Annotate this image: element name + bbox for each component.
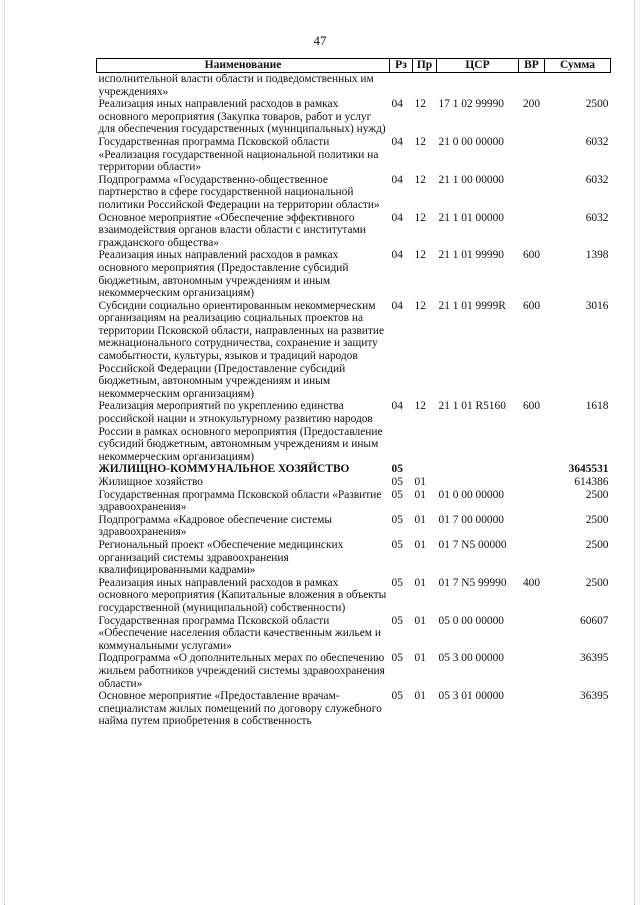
cell-sum: 2500 [585,98,609,111]
cell-vr [519,136,545,174]
cell-rz: 05 [391,652,403,665]
cell-pr: 12 [414,299,426,312]
cell-vr [519,73,545,99]
table-body [97,73,611,728]
cell-rz: 05 [391,476,403,488]
cell-vr [519,652,545,690]
cell-pr: 01 [414,488,426,501]
cell-name: Государственная программа Псковской области «Реализация государственной национальной политики на территории области» [98,135,379,174]
cell-sum: 6032 [585,211,609,224]
cell-name: исполнительной власти области и подведомственных им учреждениях» [98,73,374,98]
scan-edge-right [634,0,636,905]
cell-name: Жилищное хозяйство [98,476,204,488]
cell-vr [519,463,545,476]
cell-sum: 2500 [585,538,609,551]
cell-csr: 01 7 N5 99990 [438,576,507,589]
table-row [97,577,611,615]
cell-vr: 600 [522,299,541,312]
cell-pr: 01 [414,538,426,551]
cell-sum: 2500 [585,488,609,501]
cell-rz: 04 [391,98,403,111]
cell-sum: 36395 [580,690,609,703]
cell-rz [390,73,413,99]
column-header-pr: Пр [413,59,437,73]
cell-pr: 01 [414,652,426,665]
cell-vr: 600 [522,400,541,413]
cell-rz: 05 [391,488,403,501]
cell-pr [413,73,437,99]
cell-sum: 2500 [585,576,609,589]
cell-vr: 200 [522,98,541,111]
cell-name: Реализация мероприятий по укреплению единства российской нации и этнокультурному развитию народов России в рамках основного мероприятия (Предоставление субсидий бюджетным, автономным учреждениям и иным некоммерческим организациям) [98,400,383,463]
cell-csr: 21 1 01 00000 [438,211,504,224]
column-header-csr: ЦСР [437,59,519,73]
cell-rz: 04 [391,135,403,148]
cell-pr: 12 [414,135,426,148]
table-row [97,249,611,299]
cell-csr: 01 7 N5 00000 [438,538,507,551]
cell-name: Основное мероприятие «Обеспечение эффективного взаимодействия органов власти области с институтами гражданского общества» [98,211,366,249]
cell-name: Региональный проект «Обеспечение медицинских организаций системы здравоохранения квалифицированными кадрами» [98,538,344,577]
page-number: 47 [313,33,327,48]
cell-sum: 3645531 [568,463,609,476]
cell-name: Подпрограмма «О дополнительных мерах по обеспечению жильем работников учреждений системы здравоохранения области» [98,652,385,690]
column-header-vr: ВР [519,59,545,73]
cell-sum: 6032 [585,135,609,148]
cell-rz: 05 [391,513,403,526]
cell-pr: 12 [414,211,426,224]
cell-sum: 2500 [585,513,609,526]
cell-csr: 21 1 01 9999R [438,299,506,312]
cell-rz: 05 [391,614,403,627]
table-header-row [97,59,611,73]
cell-sum [545,73,611,99]
cell-sum: 3016 [585,299,609,312]
table-row [97,174,611,212]
cell-csr: 21 1 01 99990 [438,249,504,262]
cell-rz: 04 [391,400,403,413]
table-row [97,539,611,577]
table-section-row [97,463,611,476]
cell-vr [519,476,545,489]
cell-pr: 12 [414,249,426,262]
cell-pr: 01 [414,576,426,589]
column-header-sum: Сумма [545,59,611,73]
cell-csr: 05 0 00 00000 [438,614,504,627]
cell-csr: 05 3 01 00000 [438,690,504,703]
budget-table [96,58,611,728]
cell-csr: 21 1 00 00000 [438,173,504,186]
cell-csr: 01 7 00 00000 [438,513,504,526]
cell-name: Основное мероприятие «Предоставление врачам-специалистам жилых помещений по договору служебного найма путем приобретения в собственность [98,690,382,728]
cell-vr: 400 [522,576,541,589]
cell-pr: 01 [414,614,426,627]
table-row [97,514,611,539]
cell-vr: 600 [522,249,541,262]
cell-name: Субсидии социально ориентированным некоммерческим организациям на реализацию социальных проектов на территории Псковской области, направленных на развитие межнационального сотрудничества, сохранение и защиту самобытности, культуры, языков и традиций народов Российской Федерации (Предоставление субсидий бюджетным, автономным учреждениям и иным некоммерческим организациям) [98,299,384,400]
table-row [97,476,611,489]
cell-rz: 05 [391,538,403,551]
cell-name: Подпрограмма «Государственно-общественное партнерство в сфере государственной национальной политики Российской Федерации на территории области» [98,173,380,211]
cell-csr: 01 0 00 00000 [438,488,504,501]
cell-pr: 12 [414,173,426,186]
cell-pr [413,463,437,476]
cell-vr [519,615,545,653]
cell-name: ЖИЛИЩНО-КОММУНАЛЬНОЕ ХОЗЯЙСТВО [98,463,350,476]
cell-sum: 60607 [580,614,609,627]
cell-csr [437,73,519,99]
cell-vr [519,174,545,212]
table-row [97,489,611,514]
table-row [97,98,611,136]
cell-sum: 614386 [574,476,609,488]
cell-sum: 1398 [585,249,609,262]
cell-pr: 01 [414,476,426,488]
cell-rz: 05 [391,463,403,476]
cell-rz: 04 [391,299,403,312]
scan-edge-left [4,0,6,905]
cell-pr: 12 [414,98,426,111]
table-row [97,400,611,463]
cell-pr: 12 [414,400,426,413]
cell-rz: 05 [391,690,403,703]
cell-name: Реализация иных направлений расходов в рамках основного мероприятия (Закупка товаров, работ и услуг для обеспечения государственных (муниципальных) нужд) [98,98,386,136]
table-row [97,212,611,250]
table-row [97,73,611,99]
table-row [97,690,611,728]
table-row [97,136,611,174]
cell-vr [519,690,545,728]
cell-name: Реализация иных направлений расходов в рамках основного мероприятия (Капитальные вложения в объекты государственной (муниципальной) собственности) [98,576,387,614]
column-header-name: Наименование [97,59,390,73]
cell-rz: 04 [391,173,403,186]
cell-sum: 6032 [585,173,609,186]
table-row [97,652,611,690]
cell-vr [519,489,545,514]
cell-csr: 05 3 00 00000 [438,652,504,665]
cell-name: Реализация иных направлений расходов в рамках основного мероприятия (Предоставление субсидий бюджетным, автономным учреждениям и иным некоммерческим организациям) [98,249,349,300]
table-row [97,615,611,653]
cell-name: Подпрограмма «Кадровое обеспечение системы здравоохранения» [98,513,333,539]
cell-csr [437,476,519,489]
cell-pr: 01 [414,690,426,703]
cell-name: Государственная программа Псковской области «Развитие здравоохранения» [98,488,382,514]
cell-vr [519,212,545,250]
cell-csr [437,463,519,476]
column-header-rz: Рз [390,59,413,73]
cell-rz: 04 [391,211,403,224]
cell-vr [519,514,545,539]
cell-csr: 21 0 00 00000 [438,135,504,148]
cell-csr: 17 1 02 99990 [438,98,504,111]
cell-vr [519,539,545,577]
cell-name: Государственная программа Псковской области «Обеспечение населения области качественным жильем и коммунальными услугами» [98,614,381,652]
cell-rz: 04 [391,249,403,262]
cell-csr: 21 1 01 R5160 [438,400,506,413]
table-row [97,300,611,401]
cell-sum: 1618 [585,400,609,413]
cell-sum: 36395 [580,652,609,665]
cell-rz: 05 [391,576,403,589]
cell-pr: 01 [414,513,426,526]
